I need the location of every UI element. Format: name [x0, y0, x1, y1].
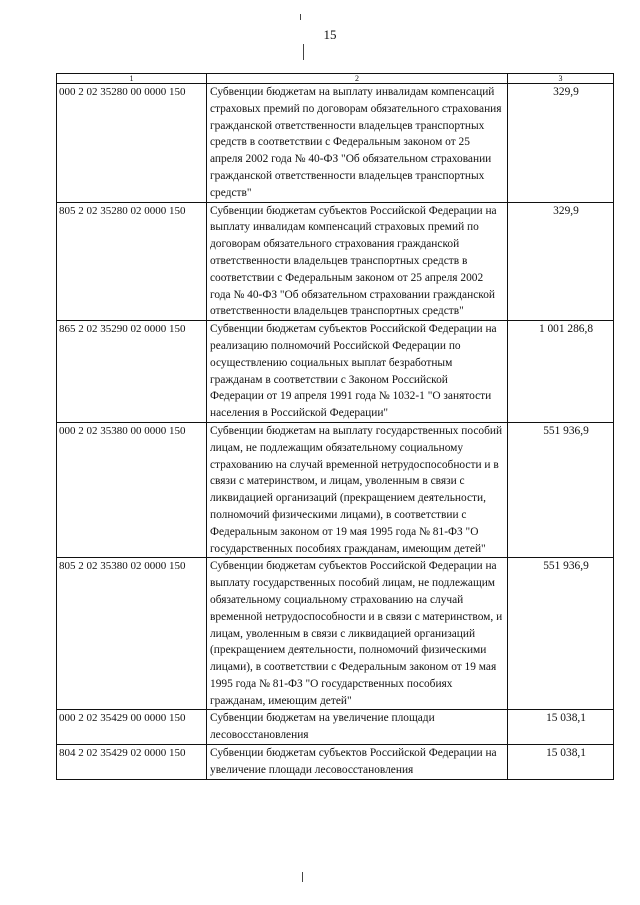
budget-code-cell: 805 2 02 35380 02 0000 150 [57, 558, 207, 710]
budget-code-cell: 805 2 02 35280 02 0000 150 [57, 202, 207, 321]
amount-cell: 1 001 286,8 [508, 321, 614, 423]
description-cell: Субвенции бюджетам на выплату государственных пособий лицам, не подлежащим обязательному социальному страхованию на случай временной нетрудоспособности и в связи с материнством, и лицам, уволенным в связи с ликвидацией организаций (прекращением деятельности, полномочий физическими лицами), в соответствии с Федеральным законом от 19 мая 1995 года № 81-ФЗ "О государственных пособиях гражданам, имеющим детей" [207, 422, 508, 557]
budget-code-cell: 000 2 02 35280 00 0000 150 [57, 84, 207, 203]
scan-artifact [302, 872, 303, 882]
budget-table [56, 73, 613, 780]
amount-cell: 15 038,1 [508, 745, 614, 780]
table-header-row [57, 74, 614, 84]
scan-artifact [300, 14, 301, 20]
scan-artifact [303, 44, 304, 60]
description-cell: Субвенции бюджетам субъектов Российской Федерации на выплату инвалидам компенсаций страховых премий по договорам обязательного страхования гражданской ответственности владельцев транспортных средств в соответствии с Федеральным законом от 25 апреля 2002 года № 40-ФЗ "Об обязательном страховании гражданской ответственности владельцев транспортных средств" [207, 202, 508, 321]
column-header-description: 2 [207, 74, 508, 84]
description-cell: Субвенции бюджетам на увеличение площади лесовосстановления [207, 710, 508, 745]
table-row [57, 745, 614, 780]
description-cell: Субвенции бюджетам субъектов Российской Федерации на увеличение площади лесовосстановления [207, 745, 508, 780]
description-cell: Субвенции бюджетам субъектов Российской Федерации на выплату государственных пособий лицам, не подлежащим обязательному социальному страхованию на случай временной нетрудоспособности и в связи с материнством, и лицам, уволенным в связи с ликвидацией организаций (прекращением деятельности, полномочий физическими лицами), в соответствии с Федеральным законом от 19 мая 1995 года № 81-ФЗ "О государственных пособиях гражданам, имеющим детей" [207, 558, 508, 710]
budget-code-cell: 865 2 02 35290 02 0000 150 [57, 321, 207, 423]
amount-cell: 329,9 [508, 202, 614, 321]
amount-cell: 15 038,1 [508, 710, 614, 745]
table-row [57, 558, 614, 710]
column-header-amount: 3 [508, 74, 614, 84]
table-row [57, 84, 614, 203]
amount-cell: 551 936,9 [508, 558, 614, 710]
table-row [57, 422, 614, 557]
page-number: 15 [323, 27, 337, 42]
table-row [57, 202, 614, 321]
column-header-code: 1 [57, 74, 207, 84]
description-cell: Субвенции бюджетам субъектов Российской Федерации на реализацию полномочий Российской Федерации по осуществлению социальных выплат безработным гражданам в соответствии с Законом Российской Федерации от 19 апреля 1991 года № 1032-1 "О занятости населения в Российской Федерации" [207, 321, 508, 423]
budget-code-cell: 000 2 02 35380 00 0000 150 [57, 422, 207, 557]
budget-code-cell: 000 2 02 35429 00 0000 150 [57, 710, 207, 745]
amount-cell: 551 936,9 [508, 422, 614, 557]
table-row [57, 710, 614, 745]
budget-code-cell: 804 2 02 35429 02 0000 150 [57, 745, 207, 780]
table-row [57, 321, 614, 423]
amount-cell: 329,9 [508, 84, 614, 203]
description-cell: Субвенции бюджетам на выплату инвалидам компенсаций страховых премий по договорам обязательного страхования гражданской ответственности владельцев транспортных средств в соответствии с Федеральным законом от 25 апреля 2002 года № 40-ФЗ "Об обязательном страховании гражданской ответственности владельцев транспортных средств" [207, 84, 508, 203]
